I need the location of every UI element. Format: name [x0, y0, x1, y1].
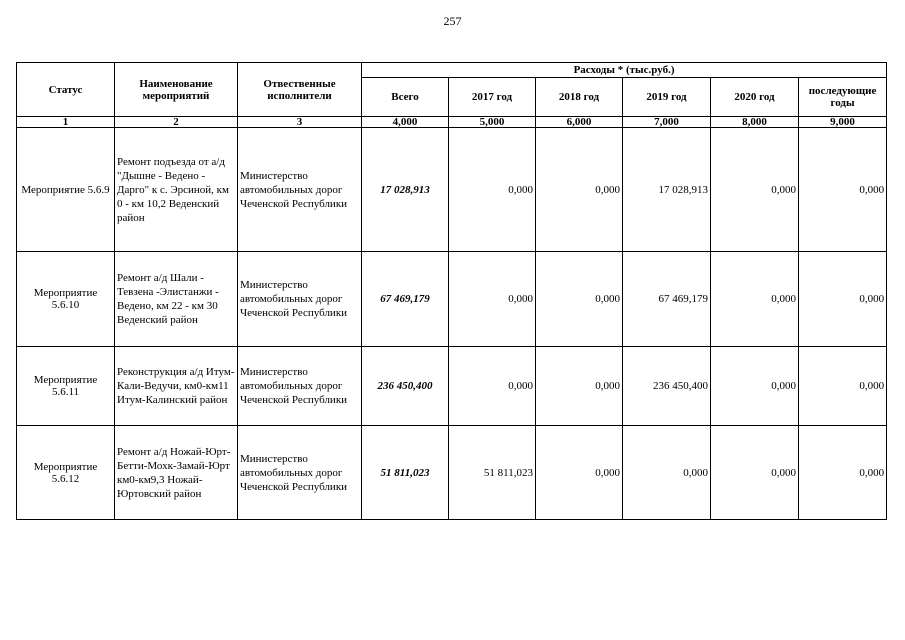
column-index: 9,000	[799, 117, 887, 128]
table-row	[17, 128, 887, 252]
row-total: 51 811,023	[362, 426, 449, 520]
row-2017: 0,000	[449, 252, 536, 347]
row-status: Мероприятие 5.6.10	[17, 252, 115, 347]
row-total: 67 469,179	[362, 252, 449, 347]
row-next-years: 0,000	[799, 347, 887, 426]
row-2018: 0,000	[536, 426, 623, 520]
row-2020: 0,000	[711, 128, 799, 252]
header-next-years	[799, 78, 887, 117]
column-index-row	[17, 117, 887, 128]
column-index: 2	[115, 117, 238, 128]
header-executors: Отвественные исполнители	[238, 63, 362, 117]
row-name: Ремонт а/д Шали - Тевзена -Элистанжи - Ведено, км 22 - км 30 Веденский район	[115, 252, 238, 347]
column-index: 4,000	[362, 117, 449, 128]
header-2018: 2018 год	[536, 78, 623, 117]
header-total: Всего	[362, 78, 449, 117]
header-2020: 2020 год	[711, 78, 799, 117]
row-2019: 17 028,913	[623, 128, 711, 252]
table-row	[17, 252, 887, 347]
row-total: 236 450,400	[362, 347, 449, 426]
row-2018: 0,000	[536, 347, 623, 426]
header-status: Статус	[17, 63, 115, 117]
column-index: 3	[238, 117, 362, 128]
table-row	[17, 426, 887, 520]
row-executor: Министерство автомобильных дорог Чеченской Республики	[238, 252, 362, 347]
row-2017: 0,000	[449, 347, 536, 426]
row-status: Мероприятие 5.6.12	[17, 426, 115, 520]
row-2020: 0,000	[711, 347, 799, 426]
column-index: 8,000	[711, 117, 799, 128]
column-index: 5,000	[449, 117, 536, 128]
row-2017: 0,000	[449, 128, 536, 252]
row-2020: 0,000	[711, 252, 799, 347]
page-number: 257	[443, 14, 462, 28]
row-executor: Министерство автомобильных дорог Чеченской Республики	[238, 426, 362, 520]
row-name: Реконструкция а/д Итум-Кали-Ведучи, км0-км11 Итум-Калинский район	[115, 347, 238, 426]
expenses-table	[16, 62, 887, 520]
row-status: Мероприятие 5.6.9	[17, 128, 115, 252]
row-2020: 0,000	[711, 426, 799, 520]
row-status: Мероприятие 5.6.11	[17, 347, 115, 426]
header-expenses: Расходы * (тыс.руб.)	[362, 63, 887, 78]
row-name: Ремонт подъезда от а/д "Дышне - Ведено - Дарго" к с. Эрсиной, км 0 - км 10,2 Веденский район	[115, 128, 238, 252]
row-2017: 51 811,023	[449, 426, 536, 520]
row-executor: Министерство автомобильных дорог Чеченской Республики	[238, 128, 362, 252]
header-2019: 2019 год	[623, 78, 711, 117]
row-2019: 67 469,179	[623, 252, 711, 347]
header-name: Наименование мероприятий	[115, 63, 238, 117]
header-next-years-label: последующие годы	[808, 85, 877, 109]
row-name: Ремонт а/д Ножай-Юрт-Бетти-Мохк-Замай-Юрт км0-км9,3 Ножай-Юртовский район	[115, 426, 238, 520]
row-2018: 0,000	[536, 252, 623, 347]
row-2019: 0,000	[623, 426, 711, 520]
row-next-years: 0,000	[799, 128, 887, 252]
row-total: 17 028,913	[362, 128, 449, 252]
table-row	[17, 347, 887, 426]
row-2018: 0,000	[536, 128, 623, 252]
header-2017: 2017 год	[449, 78, 536, 117]
row-next-years: 0,000	[799, 252, 887, 347]
row-2019: 236 450,400	[623, 347, 711, 426]
column-index: 1	[17, 117, 115, 128]
row-next-years: 0,000	[799, 426, 887, 520]
column-index: 6,000	[536, 117, 623, 128]
column-index: 7,000	[623, 117, 711, 128]
row-executor: Министерство автомобильных дорог Чеченской Республики	[238, 347, 362, 426]
